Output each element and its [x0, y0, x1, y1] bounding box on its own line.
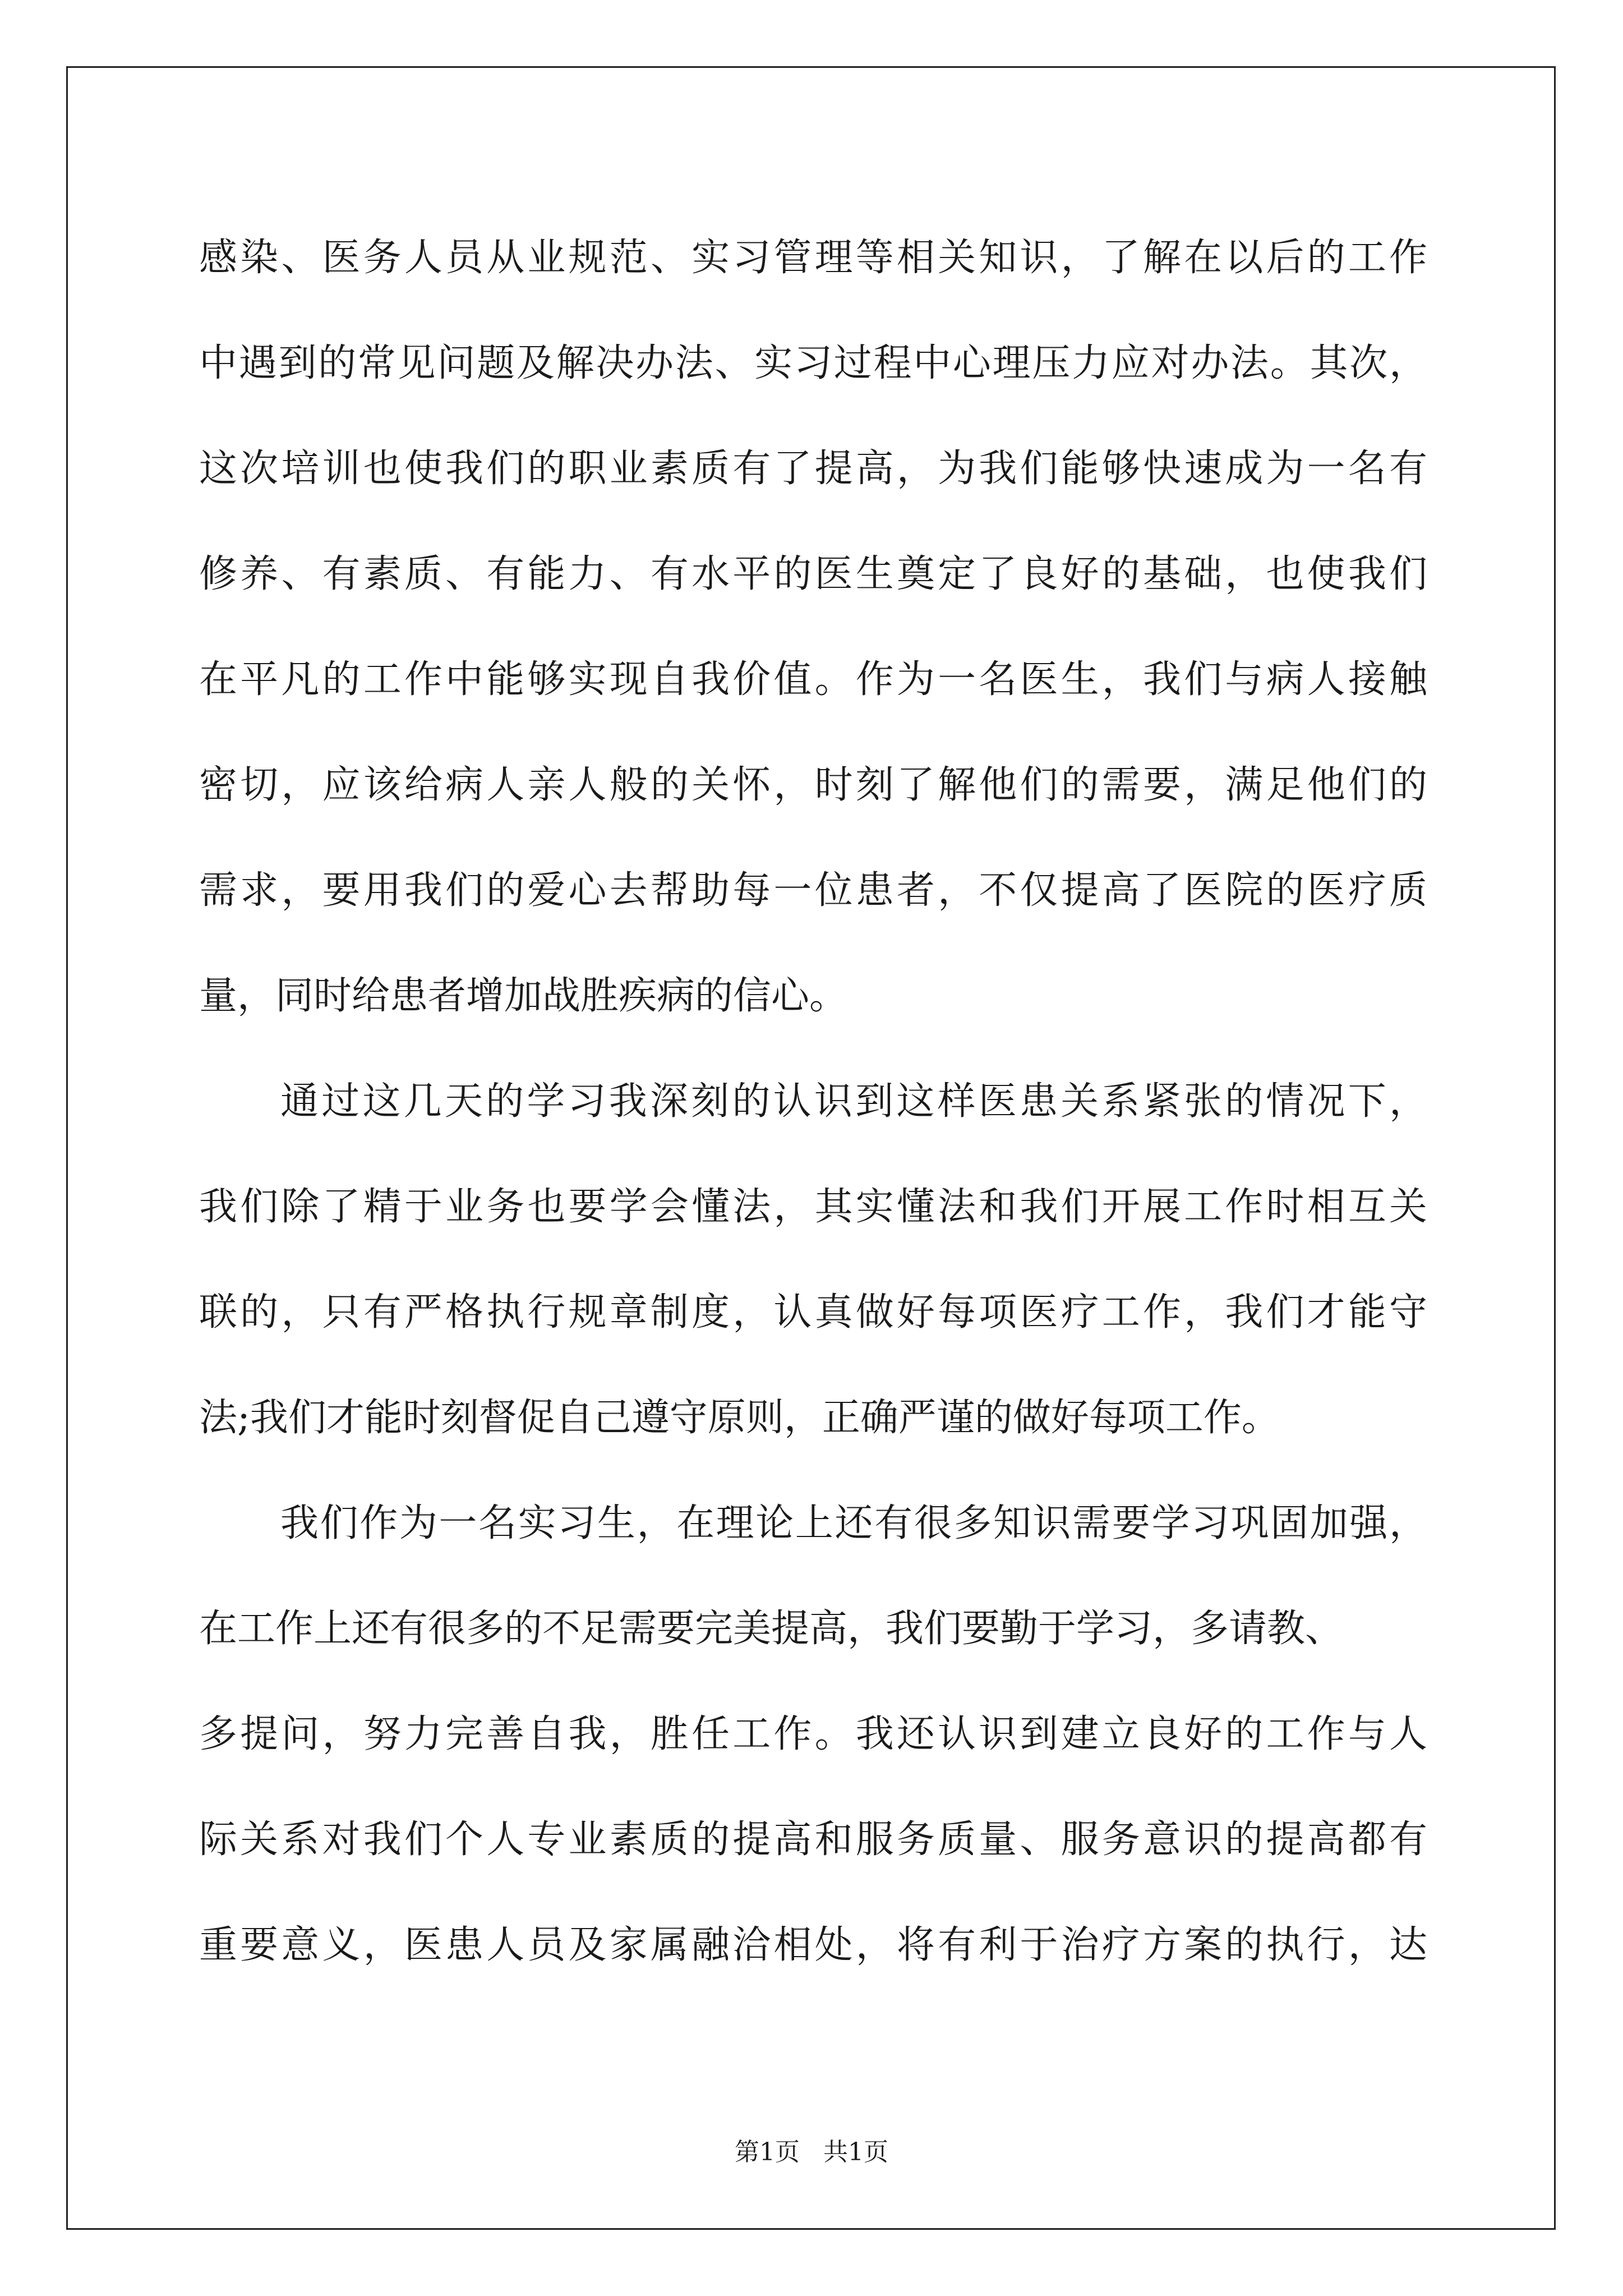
text-line: 中遇到的常见问题及解决办法、实习过程中心理压力应对办法。其次， [199, 341, 1427, 385]
text-line: 法;我们才能时刻督促自己遵守原则，正确严谨的做好每项工作。 [199, 1396, 1280, 1440]
text-line: 感染、医务人员从业规范、实习管理等相关知识，了解在以后的工作 [199, 236, 1427, 280]
text-line: 需求，要用我们的爱心去帮助每一位患者，不仅提高了医院的医疗质 [199, 868, 1427, 913]
text-line: 在平凡的工作中能够实现自我价值。作为一名医生，我们与病人接触 [199, 657, 1427, 702]
text-line: 重要意义，医患人员及家属融洽相处，将有利于治疗方案的执行，达 [199, 1923, 1427, 1967]
text-line: 密切，应该给病人亲人般的关怀，时刻了解他们的需要，满足他们的 [199, 763, 1427, 807]
text-line: 这次培训也使我们的职业素质有了提高，为我们能够快速成为一名有 [199, 447, 1427, 491]
paragraph-start-line: 通过这几天的学习我深刻的认识到这样医患关系紧张的情况下， [280, 1079, 1427, 1124]
text-line: 在工作上还有很多的不足需要完美提高，我们要勤于学习，多请教、 [199, 1607, 1344, 1651]
paragraph-start-line: 我们作为一名实习生，在理论上还有很多知识需要学习巩固加强， [280, 1501, 1427, 1545]
text-line: 量，同时给患者增加战胜疾病的信心。 [199, 974, 848, 1018]
text-line: 我们除了精于业务也要学会懂法，其实懂法和我们开展工作时相互关 [199, 1185, 1427, 1229]
document-body [199, 205, 1427, 1998]
text-line: 联的，只有严格执行规章制度，认真做好每项医疗工作，我们才能守 [199, 1290, 1427, 1335]
text-line: 多提问，努力完善自我，胜任工作。我还认识到建立良好的工作与人 [199, 1712, 1427, 1756]
page-number-footer: 第1页 共1页 [735, 2138, 888, 2166]
text-line: 修养、有素质、有能力、有水平的医生奠定了良好的基础，也使我们 [199, 552, 1427, 596]
text-line: 际关系对我们个人专业素质的提高和服务质量、服务意识的提高都有 [199, 1818, 1427, 1862]
